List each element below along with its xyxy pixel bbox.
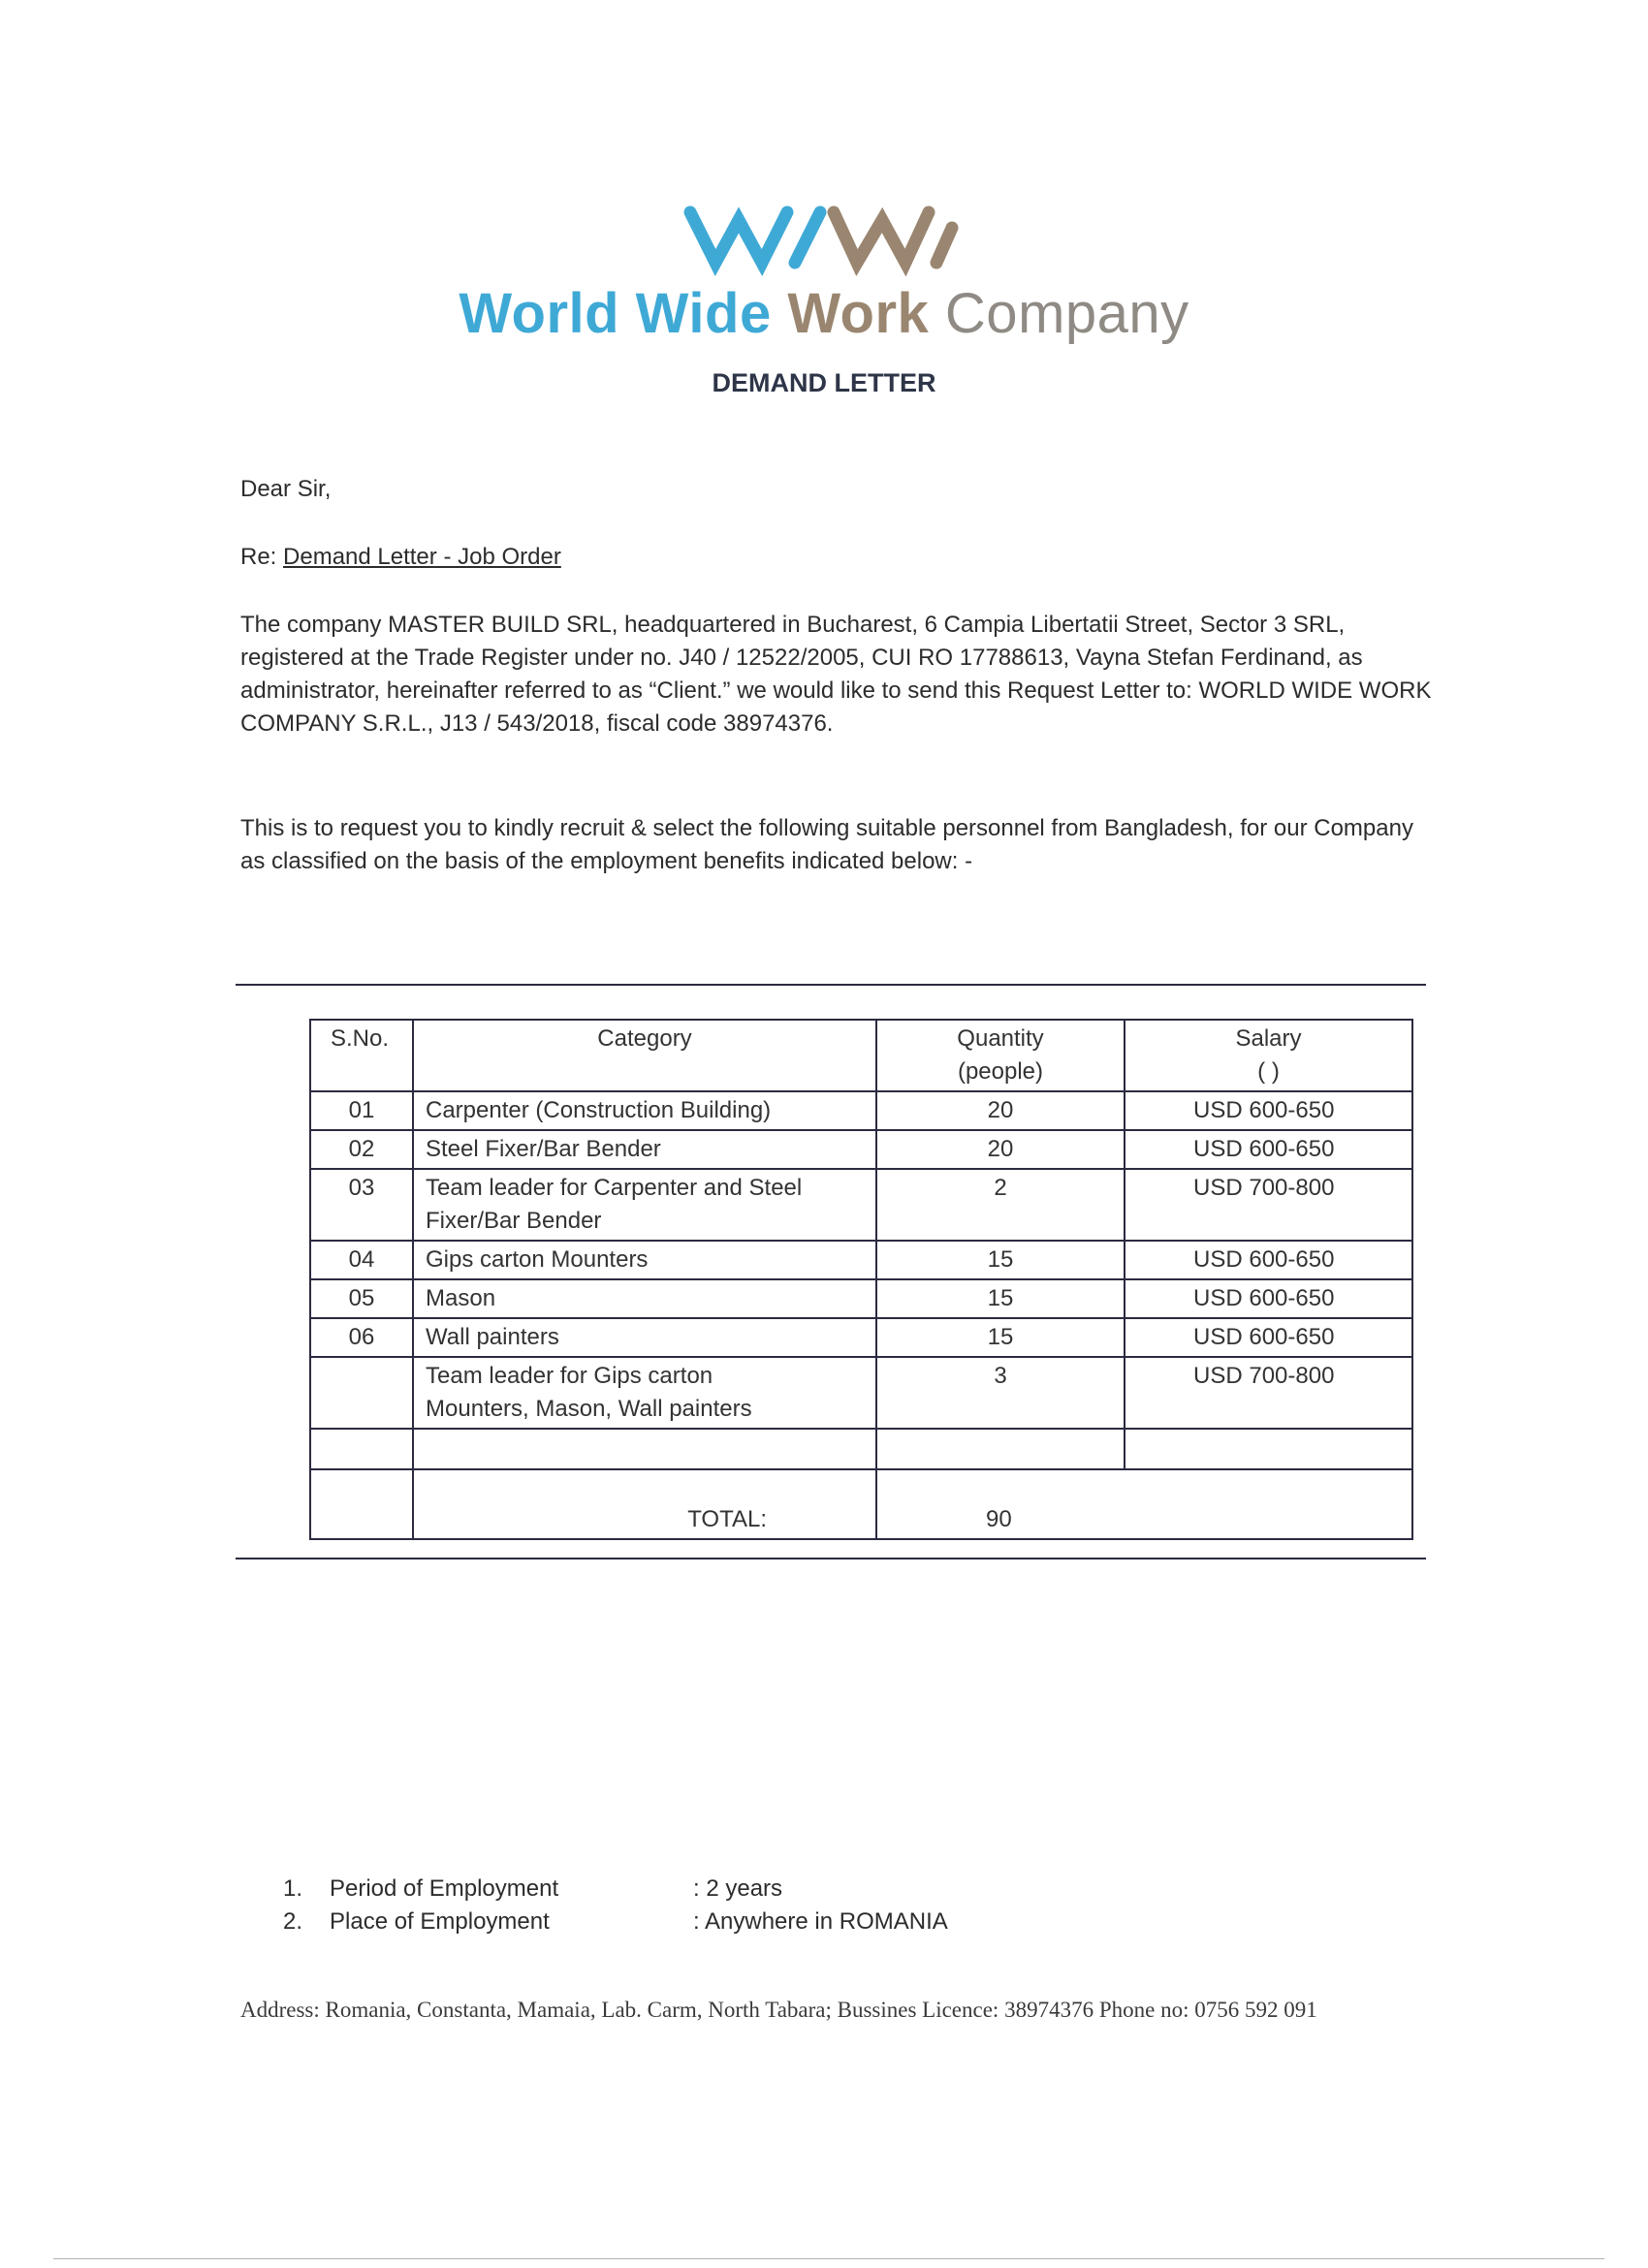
cell-category: Wall painters	[413, 1318, 876, 1357]
cell-empty	[413, 1429, 876, 1469]
cell-quantity: 20	[876, 1091, 1125, 1130]
cell-sno: 04	[310, 1241, 413, 1279]
intro-paragraph: The company MASTER BUILD SRL, headquartered in Bucharest, 6 Campia Libertatii Street, Sector 3 SRL, registered at the Trade Register under no. J40 / 12522/2005, CUI RO 17788613, Vayna Stefan Ferdinand, as administrator, hereinafter referred to as “Client.” we would like to send this Request Letter to: WORLD WIDE WORK COMPANY S.R.L., J13 / 543/2018, fiscal code 38974376.	[240, 612, 1432, 737]
divider-bottom	[236, 1558, 1426, 1559]
cell-category: Mason	[413, 1279, 876, 1318]
cell-sno: 01	[310, 1091, 413, 1130]
total-label: TOTAL:	[413, 1469, 876, 1539]
table-row-empty	[310, 1429, 1412, 1469]
term-number: 2.	[283, 1908, 303, 1935]
www-zigzag-logo-icon	[679, 199, 960, 276]
header-category: Category	[413, 1020, 876, 1091]
logo-text-company: Company	[944, 282, 1189, 345]
job-order-table	[309, 1019, 1413, 1540]
table-row	[310, 1357, 1412, 1429]
header-quantity-line2: (people)	[957, 1058, 1044, 1085]
logo-text-world-wide: World Wide	[459, 282, 772, 345]
cell-category-line2: Fixer/Bar Bender	[426, 1208, 602, 1234]
cell-salary: USD 600-650	[1125, 1318, 1412, 1357]
re-subject: Demand Letter - Job Order	[283, 544, 561, 570]
cell-category	[413, 1169, 876, 1241]
header-salary	[1125, 1020, 1412, 1091]
cell-quantity: 2	[876, 1169, 1125, 1241]
cell-category	[413, 1357, 876, 1429]
header-salary-line2: ( )	[1257, 1058, 1280, 1085]
table-row	[310, 1130, 1412, 1169]
term-value: : 2 years	[693, 1875, 783, 1902]
cell-quantity: 15	[876, 1279, 1125, 1318]
cell-sno	[310, 1357, 413, 1429]
document-title: DEMAND LETTER	[712, 368, 936, 397]
company-logo-text	[0, 281, 1648, 346]
logo-text-work: Work	[787, 282, 930, 345]
header-salary-line1: Salary	[1235, 1025, 1302, 1052]
cell-category-line1: Team leader for Gips carton	[426, 1363, 713, 1389]
cell-sno: 05	[310, 1279, 413, 1318]
header-quantity-line1: Quantity	[957, 1025, 1044, 1052]
cell-category: Gips carton Mounters	[413, 1241, 876, 1279]
table-row	[310, 1279, 1412, 1318]
cell-salary: USD 600-650	[1125, 1279, 1412, 1318]
page-bottom-edge	[53, 2258, 1604, 2259]
cell-empty	[310, 1429, 413, 1469]
cell-empty	[1125, 1429, 1412, 1469]
cell-quantity: 15	[876, 1241, 1125, 1279]
cell-empty	[1125, 1469, 1412, 1539]
cell-quantity: 15	[876, 1318, 1125, 1357]
cell-salary: USD 600-650	[1125, 1091, 1412, 1130]
re-prefix: Re:	[240, 544, 284, 570]
re-line	[240, 541, 1442, 574]
salutation: Dear Sir,	[240, 476, 332, 502]
cell-empty	[310, 1469, 413, 1539]
footer-address: Address: Romania, Constanta, Mamaia, Lab. Carm, North Tabara; Bussines Licence: 38974376 Phone no: 0756 592 091	[240, 1998, 1317, 2022]
total-value: 90	[876, 1469, 1125, 1539]
cell-quantity: 3	[876, 1357, 1125, 1429]
term-number: 1.	[283, 1875, 303, 1902]
cell-salary: USD 700-800	[1125, 1169, 1412, 1241]
term-label: Period of Employment	[330, 1875, 559, 1902]
cell-salary: USD 600-650	[1125, 1130, 1412, 1169]
header-sno: S.No.	[310, 1020, 413, 1091]
table-row	[310, 1318, 1412, 1357]
header-quantity	[876, 1020, 1125, 1091]
cell-salary: USD 600-650	[1125, 1241, 1412, 1279]
request-paragraph: This is to request you to kindly recruit & select the following suitable personnel from Bangladesh, for our Company as classified on the basis of the employment benefits indicated below: -	[240, 815, 1413, 874]
cell-sno: 02	[310, 1130, 413, 1169]
table-row	[310, 1169, 1412, 1241]
cell-sno: 03	[310, 1169, 413, 1241]
cell-salary: USD 700-800	[1125, 1357, 1412, 1429]
table-total-row	[310, 1469, 1412, 1539]
cell-sno: 06	[310, 1318, 413, 1357]
cell-quantity: 20	[876, 1130, 1125, 1169]
table-row	[310, 1241, 1412, 1279]
cell-category-line2: Mounters, Mason, Wall painters	[426, 1396, 752, 1422]
divider-top	[236, 984, 1426, 986]
term-label: Place of Employment	[330, 1908, 550, 1935]
table-row	[310, 1091, 1412, 1130]
cell-category-line1: Team leader for Carpenter and Steel	[426, 1175, 803, 1201]
cell-category: Steel Fixer/Bar Bender	[413, 1130, 876, 1169]
cell-category: Carpenter (Construction Building)	[413, 1091, 876, 1130]
term-value: : Anywhere in ROMANIA	[693, 1908, 948, 1935]
table-header-row	[310, 1020, 1412, 1091]
cell-empty	[876, 1429, 1125, 1469]
